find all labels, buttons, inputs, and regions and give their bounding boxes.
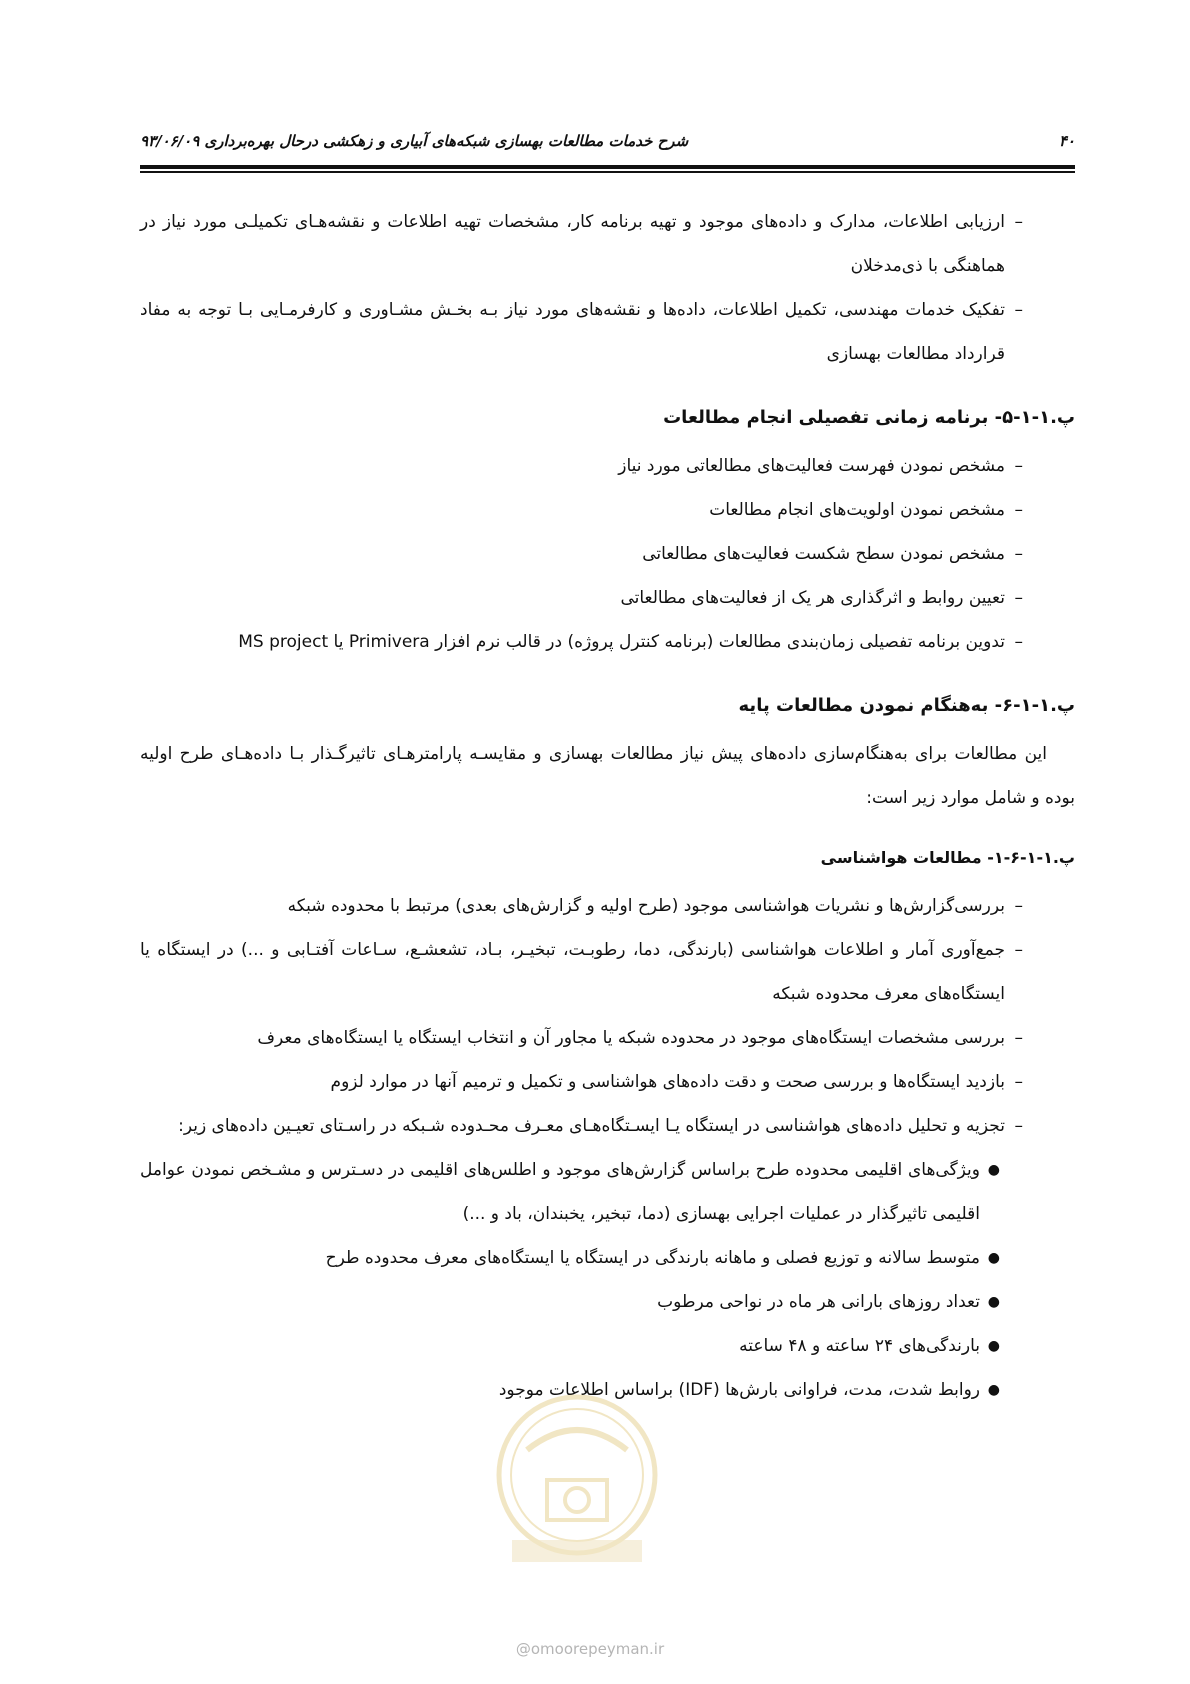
dash-marker: – [1014, 456, 1023, 476]
list-item [140, 928, 1075, 1016]
section-paragraph: این مطالعات برای به‌هنگام‌سازی داده‌های پیش نیاز مطالعات بهسازی و مقایسـه پارامترهـای تاثیرگـذار بـا داده‌هـای طرح اولیه بوده و شامل موارد زیر است: [140, 744, 1075, 808]
watermark-seal-icon [492, 1390, 662, 1570]
dash-marker: – [1014, 500, 1023, 520]
list-item-text: مشخص نمودن اولویت‌های انجام مطالعات [709, 500, 1005, 520]
list-item-text: بازدید ایستگاه‌ها و بررسی صحت و دقت داده‌های هواشناسی و تکمیل و ترمیم آنها در موارد لزوم [330, 1072, 1005, 1092]
list-item [140, 444, 1075, 488]
list-item-text: بررسی مشخصات ایستگاه‌های موجود در محدوده شبکه یا مجاور آن و انتخاب ایستگاه یا ایستگاه‌های معرف [257, 1028, 1005, 1048]
bullet-item [140, 1324, 1075, 1368]
page-number: ۴۰ [1058, 132, 1075, 150]
list-item-text: تعیین روابط و اثرگذاری هر یک از فعالیت‌های مطالعاتی [620, 588, 1005, 608]
bullet-item [140, 1236, 1075, 1280]
header-title: شرح خدمات مطالعات بهسازی شبکه‌های آبیاری و زهکشی درحال بهره‌برداری ۹۳/۰۶/۰۹ [140, 132, 689, 150]
list-item [140, 532, 1075, 576]
page-header [140, 128, 1075, 158]
list-item [140, 288, 1075, 376]
dash-marker: – [1014, 300, 1023, 320]
list-item-text: مشخص نمودن سطح شکست فعالیت‌های مطالعاتی [642, 544, 1005, 564]
dash-marker: – [1014, 940, 1023, 960]
dash-marker: – [1014, 1072, 1023, 1092]
list-item-text: تدوین برنامه تفصیلی زمان‌بندی مطالعات (برنامه کنترل پروژه) در قالب نرم افزار Primivera یا MS project [238, 632, 1005, 652]
list-item [140, 488, 1075, 532]
list-item [140, 1016, 1075, 1060]
list-item-text: ارزیابی اطلاعات، مدارک و داده‌های موجود و تهیه برنامه کار، مشخصات تهیه اطلاعات و نقشه‌هـای تکمیلـی مورد نیاز در هماهنگی با ذی‌مدخلان [140, 212, 1005, 276]
list-item [140, 620, 1075, 664]
bullet-item-text: ویژگی‌های اقلیمی محدوده طرح براساس گزارش‌های موجود و اطلس‌های اقلیمی در دسـترس و مشـخص نمودن عوامل اقلیمی تاثیرگذار در عملیات اجرایی بهسازی (دما، تبخیر، یخبندان، باد و ...) [140, 1160, 980, 1224]
list-item-text: تجزیه و تحلیل داده‌های هواشناسی در ایستگاه یـا ایسـتگاه‌هـای معـرف محـدوده شـبکه در راسـتای تعیـین داده‌های زیر: [178, 1116, 1005, 1136]
bullet-marker: ● [987, 1382, 1000, 1398]
dash-marker: – [1014, 544, 1023, 564]
list-item [140, 884, 1075, 928]
bullet-item-text: تعداد روزهای بارانی هر ماه در نواحی مرطوب [657, 1292, 980, 1312]
list-item [140, 1104, 1075, 1148]
bullet-marker: ● [987, 1294, 1000, 1310]
bullet-item [140, 1148, 1075, 1236]
bullet-marker: ● [987, 1250, 1000, 1266]
dash-marker: – [1014, 588, 1023, 608]
dash-marker: – [1014, 1028, 1023, 1048]
bullet-item-text: روابط شدت، مدت، فراوانی بارش‌ها (IDF) براساس اطلاعات موجود [498, 1380, 980, 1400]
dash-marker: – [1014, 212, 1023, 232]
page-content [140, 200, 1075, 1412]
header-rule-thin [140, 171, 1075, 173]
bullet-item-text: بارندگی‌های ۲۴ ساعته و ۴۸ ساعته [739, 1336, 980, 1356]
dash-marker: – [1014, 896, 1023, 916]
subsection-heading: پ.۱-۱-۶-۱- مطالعات هواشناسی [820, 848, 1075, 867]
dash-marker: – [1014, 1116, 1023, 1136]
list-item [140, 1060, 1075, 1104]
header-rule-thick [140, 165, 1075, 169]
section-heading: پ.۱-۱-۶- به‌هنگام نمودن مطالعات پایه [738, 695, 1075, 716]
list-item [140, 576, 1075, 620]
list-item-text: مشخص نمودن فهرست فعالیت‌های مطالعاتی مورد نیاز [618, 456, 1005, 476]
list-item [140, 200, 1075, 288]
dash-marker: – [1014, 632, 1023, 652]
bullet-item-text: متوسط سالانه و توزیع فصلی و ماهانه بارندگی در ایستگاه یا ایستگاه‌های معرف محدوده طرح [325, 1248, 980, 1268]
list-item-text: بررسی‌گزارش‌ها و نشریات هواشناسی موجود (طرح اولیه و گزارش‌های بعدی) مرتبط با محدوده شبکه [287, 896, 1005, 916]
list-item-text: جمع‌آوری آمار و اطلاعات هواشناسی (بارندگی، دما، رطوبـت، تبخیـر، بـاد، تشعشـع، سـاعات آفتـابی و ...) در ایستگاه یا ایستگاه‌های معرف محدوده شبکه [140, 940, 1005, 1004]
watermark-site: @omoorepeyman.ir [515, 1640, 665, 1658]
bullet-marker: ● [987, 1338, 1000, 1354]
bullet-marker: ● [987, 1162, 1000, 1178]
section-heading: پ.۱-۱-۵- برنامه زمانی تفصیلی انجام مطالعات [663, 407, 1075, 428]
bullet-item [140, 1280, 1075, 1324]
list-item-text: تفکیک خدمات مهندسی، تکمیل اطلاعات، داده‌ها و نقشه‌های مورد نیاز بـه بخـش مشـاوری و کارفرمـایی بـا توجه به مفاد قرارداد مطالعات بهسازی [140, 300, 1005, 364]
